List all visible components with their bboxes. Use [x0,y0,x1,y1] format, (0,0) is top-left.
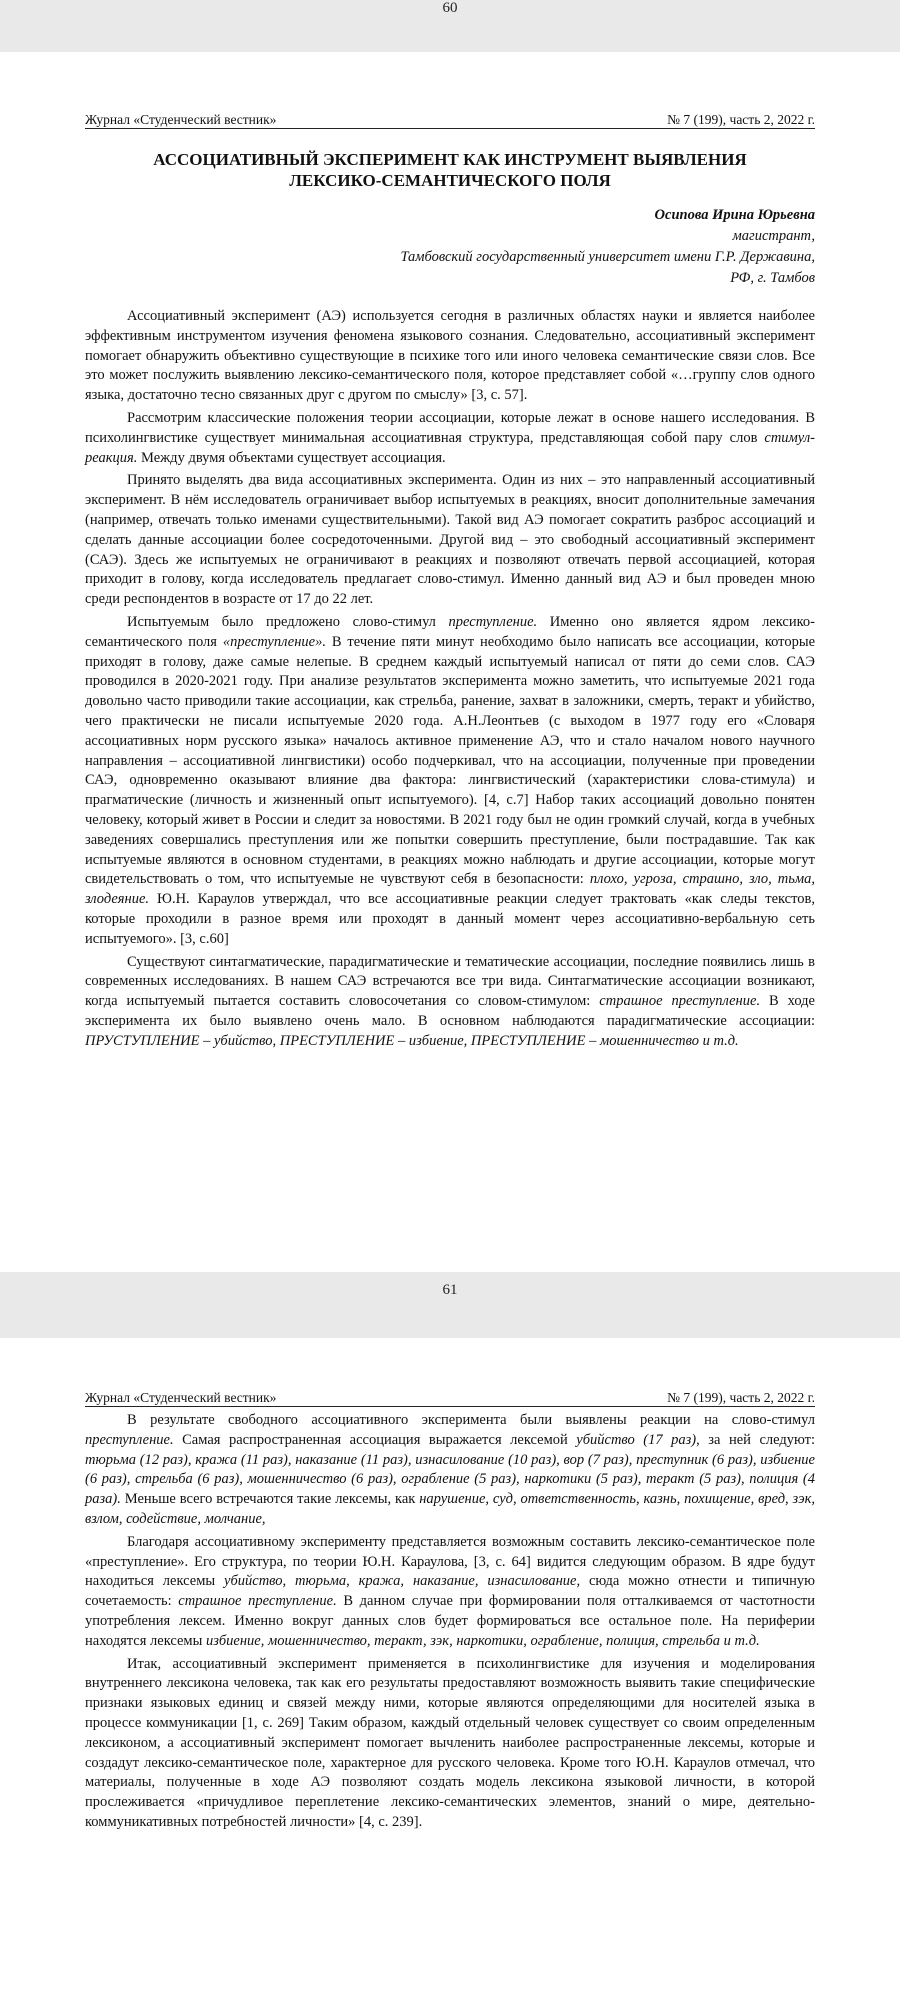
article-body-continued [85,1411,815,1833]
author-name: Осипова Ирина Юрьевна [654,207,815,223]
journal-name: Журнал «Студенческий вестник» [85,1390,277,1405]
page-number-middle: 61 [442,1282,458,1298]
article-body [85,307,815,1051]
author-role: магистрант, [732,228,815,244]
journal-page-1 [0,52,900,1272]
paragraph: В результате свободного ассоциативного эксперимента были выявлены реакции на слово-стимул преступление. Самая распространенная ассоциация выражается лексемой убийство (17 раз), за ней следуют: тюрьма (12 раз), кража (11 раз), наказание (11 раз), изнасилование (10 раз), вор (7 раз), преступник (6 раз), избиение (6 раз), стрельба (6 раз), мошенничество (6 раз), ограбление (5 раз), наркотики (5 раз), теракт (5 раз), полиция (4 раза). Меньше всего встречаются такие лексемы, как нарушение, суд, ответственность, казнь, похищение, вред, зэк, взлом, содействие, молчание, [85,1412,815,1527]
paragraph: Испытуемым было предложено слово-стимул преступление. Именно оно является ядром лексико-семантического поля «преступление». В течение пяти минут необходимо было написать все ассоциации, которые приходят в голову, даже самые нелепые. В среднем каждый испытуемый написал от пяти до семи слов. САЭ проводился в 2020-2021 году. При анализе результатов эксперимента можно заметить, что испытуемые 2021 года довольно часто приводили такие ассоциации, как стрельба, ранение, захват в заложники, смерть, теракт и убийство, чего практически не писали испытуемые 2020 года. А.Н.Леонтьев (с выходом в 1977 году его «Словаря ассоциативных норм русского языка» началось активное применение АЭ, что и стало началом нового научного направления – ассоциативной лингвистики) особо подчеркивал, что на ассоциации, полученные при проведении САЭ, одновременно оказывают влияние два фактора: лингвистический (характеристики слова-стимула) и прагматические (личность и жизненный опыт испытуемого). [4, с.7] Набор таких ассоциаций довольно понятен человеку, который живет в России и следит за новостями. В 2021 году был не один громкий случай, когда в учебных заведениях совершались преступления или же попытки совершить преступление, были пострадавшие. Так как испытуемые являются в основном студентами, в реакциях можно наблюдать и другие ассоциации, которые могут свидетельствовать о том, что испытуемые не чувствуют себя в безопасности: плохо, угроза, страшно, зло, тьма, злодеяние. Ю.Н. Караулов утверждал, что все ассоциативные реакции следует трактовать «как следы текстов, которые проходили в разное время или проходят в данный момент через ассоциативно-вербальную сеть испытуемого». [3, с.60] [85,613,816,947]
paragraph: Благодаря ассоциативному эксперименту представляется возможным составить лексико-семантическое поле «преступление». Его структура, по теории Ю.Н. Караулова, [3, с. 64] видится следующим образом. В ядре будут находиться лексемы убийство, тюрьма, кража, наказание, изнасилование, сюда можно отнести и типичную сочетаемость: страшное преступление. В данном случае при формировании поля отталкиваемся от частотности употребления лексем. Именно вокруг данных слов будет формироваться все остальное поле. На периферии находятся лексемы избиение, мошенничество, теракт, зэк, наркотики, ограбление, полиция, стрельба и т.д. [85,1533,815,1649]
title-line-1: АССОЦИАТИВНЫЙ ЭКСПЕРИМЕНТ КАК ИНСТРУМЕНТ ВЫЯВЛЕНИЯ [153,150,747,169]
title-line-2: ЛЕКСИКО-СЕМАНТИЧЕСКОГО ПОЛЯ [289,171,611,190]
paragraph: Ассоциативный эксперимент (АЭ) используется сегодня в различных областях науки и является наиболее эффективным инструментом изучения феномена языкового сознания. Следовательно, ассоциативный эксперимент помогает обнаружить объективно существующие в психике того или иного человека семантические связи слов. Все это может послужить выявлению лексико-семантического поля, которое представляет собой «…группу слов одного языка, достаточно тесно связанных друг с другом по смыслу» [3, с. 57]. [85,308,815,404]
journal-page-2 [0,1338,900,2000]
author-place: РФ, г. Тамбов [730,270,815,286]
paragraph: Итак, ассоциативный эксперимент применяется в психолингвистике для изучения и моделирования внутреннего лексикона человека, так как его результаты предоставляют возможность выявить такие специфические признаки языковых единиц и связей между ними, которые являются определяющими для носителей языка в процессе коммуникации [1, с. 269] Таким образом, каждый отдельный человек существует со своим определенным лексиконом, а ассоциативный эксперимент помогает вычленить наиболее распространенные лексемы, которые и создадут лексико-семантическое поле, характерное для русского человека. Кроме того Ю.Н. Караулов отмечал, что материалы, полученные в ходе АЭ позволяют создать модель лексикона языковой личности, в которой прослеживается «причудливое переплетение лексико-семантических элементов, знаний о мире, деятельно-коммуникативных потребностей личности» [4, с. 239]. [85,1655,815,1830]
author-university: Тамбовский государственный университет имени Г.Р. Державина, [400,249,815,265]
journal-name: Журнал «Студенческий вестник» [85,112,277,127]
author-block [85,205,815,289]
article-title [85,149,815,191]
page-number-top: 60 [442,0,458,16]
issue-info: № 7 (199), часть 2, 2022 г. [667,112,815,127]
running-header [85,1390,815,1407]
running-header [85,112,815,129]
paragraph: Рассмотрим классические положения теории ассоциации, которые лежат в основе нашего исследования. В психолингвистике существует минимальная ассоциативная структура, представляющая собой пару слов стимул-реакция. Между двумя объектами существует ассоциация. [85,409,815,466]
paragraph: Принято выделять два вида ассоциативных эксперимента. Один из них – это направленный ассоциативный эксперимент. В нём исследователь ограничивает выбор испытуемых в реакциях, вносит дополнительные замечания (например, отвечать только именами существительными). Такой вид АЭ помогает сократить разброс ассоциаций и сделать данные ассоциации более сосредоточенными. Другой вид – это свободный ассоциативный эксперимент (САЭ). Здесь же испытуемых не ограничивают в реакциях и позволяют отвечать первой ассоциацией, которая приходит в голову, когда исследователь предлагает слово-стимул. Именно данный вид АЭ и был проведен мною среди респондентов в возрасте от 17 до 22 лет. [85,472,815,608]
issue-info: № 7 (199), часть 2, 2022 г. [667,1390,815,1405]
paragraph: Существуют синтагматические, парадигматические и тематические ассоциации, последние появились лишь в современных исследованиях. В нашем САЭ встречаются все три вида. Синтагматические ассоциации возникают, когда испытуемый пытается составить словосочетания со словом-стимулом: страшное преступление. В ходе эксперимента их было выявлено очень мало. В основном наблюдаются парадигматические ассоциации: ПРУСТУПЛЕНИЕ – убийство, ПРЕСТУПЛЕНИЕ – избиение, ПРЕСТУПЛЕНИЕ – мошенничество и т.д. [85,953,815,1049]
